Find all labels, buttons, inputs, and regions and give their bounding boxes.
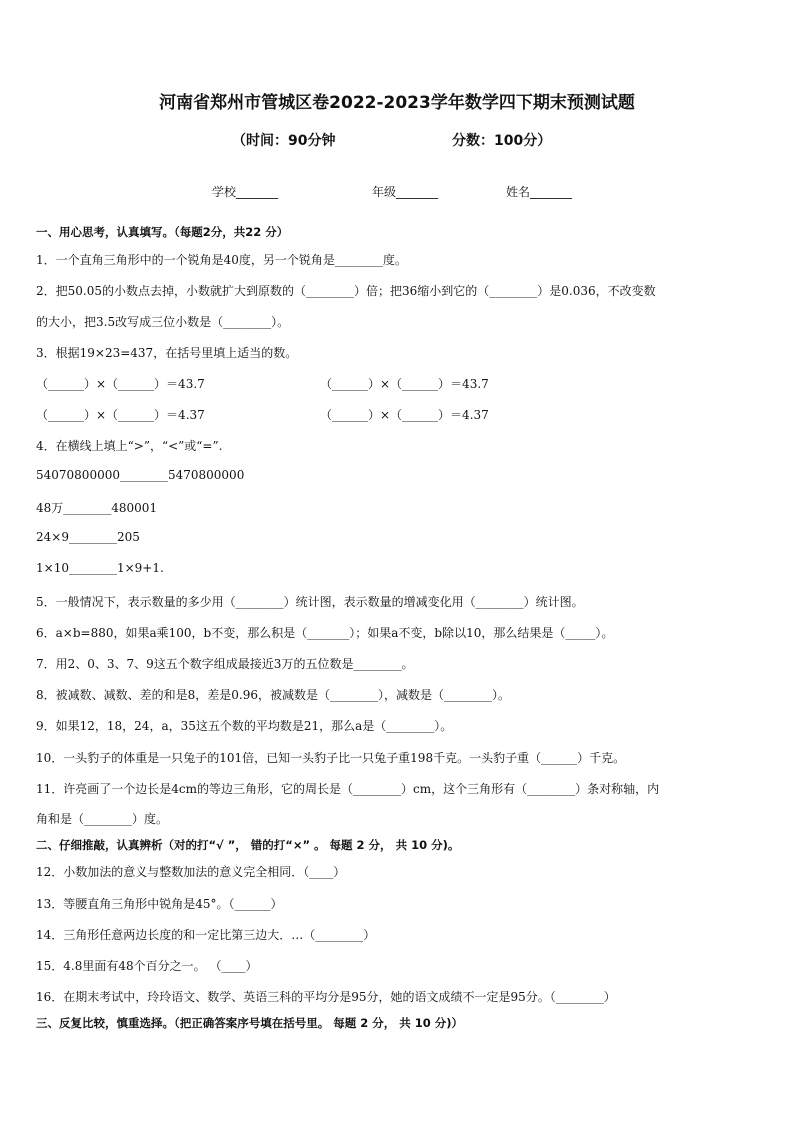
question-9: 9．如果12，18，24，a，35这五个数的平均数是21，那么a是（________）。 — [36, 719, 453, 733]
question-14: 14．三角形任意两边长度的和一定比第三边大．…（________） — [36, 928, 376, 942]
question-7: 7．用2、0、3、7、9这五个数字组成最接近3万的五位数是________。 — [36, 657, 414, 671]
grade-field: 年级_______ — [372, 185, 439, 199]
question-3-item-4: （______）×（______）＝4.37 — [320, 408, 489, 422]
question-3: 3．根据19×23=437，在括号里填上适当的数。 — [36, 346, 298, 360]
question-4-item-3: 24×9________205 — [36, 530, 140, 544]
question-8: 8．被减数、减数、差的和是8，差是0.96，被减数是（________），减数是（________）。 — [36, 688, 510, 702]
section-heading-1: 一、用心思考，认真填写。（每题2分，共22 分） — [36, 225, 289, 239]
question-2-line-1: 2．把50.05的小数点去掉，小数就扩大到原数的（________）倍；把36缩小到它的（________）是0.036，不改变数 — [36, 284, 656, 298]
question-11-line-1: 11．许亮画了一个边长是4cm的等边三角形，它的周长是（________）cm，这个三角形有（________）条对称轴，内 — [36, 782, 660, 796]
question-13: 13．等腰直角三角形中锐角是45°。（______） — [36, 897, 283, 911]
question-6: 6．a×b=880，如果a乘100，b不变，那么积是（_______）；如果a不变，b除以10，那么结果是（_____）。 — [36, 626, 614, 640]
question-4: 4．在横线上填上“>”，“<”或“=”. — [36, 439, 223, 453]
exam-time: （时间：90分钟 — [232, 133, 336, 149]
section-heading-3: 三、反复比较，慎重选择。（把正确答案序号填在括号里。 每题 2 分， 共 10 分)） — [36, 1016, 464, 1030]
question-4-item-1: 54070800000________5470800000 — [36, 468, 245, 482]
question-5: 5．一般情况下，表示数量的多少用（________）统计图，表示数量的增减变化用（________）统计图。 — [36, 595, 584, 609]
question-15: 15．4.8里面有48个百分之一。 （____） — [36, 959, 258, 973]
exam-score: 分数：100分） — [452, 133, 552, 149]
question-16: 16．在期末考试中，玲玲语文、数学、英语三科的平均分是95分，她的语文成绩不一定是95分。（________） — [36, 990, 616, 1004]
question-3-item-2: （______）×（______）＝43.7 — [320, 377, 489, 391]
question-4-item-2: 48万________480001 — [36, 501, 158, 515]
section-heading-2: 二、仔细推敲，认真辨析（对的打“√ ”， 错的打“×” 。 每题 2 分， 共 10 分)。 — [36, 838, 460, 852]
question-1: 1．一个直角三角形中的一个锐角是40度，另一个锐角是________度。 — [36, 253, 407, 267]
question-4-item-4: 1×10________1×9+1. — [36, 561, 164, 575]
question-11-line-2: 角和是（________）度。 — [36, 812, 169, 826]
name-field: 姓名_______ — [506, 185, 573, 199]
school-field: 学校_______ — [212, 185, 279, 199]
question-2-line-2: 的大小，把3.5改写成三位小数是（________）。 — [36, 315, 290, 329]
question-10: 10．一头豹子的体重是一只兔子的101倍，已知一头豹子比一只兔子重198千克。一头豹子重（______）千克。 — [36, 751, 626, 765]
page-title: 河南省郑州市管城区卷2022-2023学年数学四下期末预测试题 — [159, 93, 635, 113]
question-3-item-1: （______）×（______）＝43.7 — [36, 377, 205, 391]
question-3-item-3: （______）×（______）＝4.37 — [36, 408, 205, 422]
question-12: 12．小数加法的意义与整数加法的意义完全相同．（____） — [36, 865, 346, 879]
